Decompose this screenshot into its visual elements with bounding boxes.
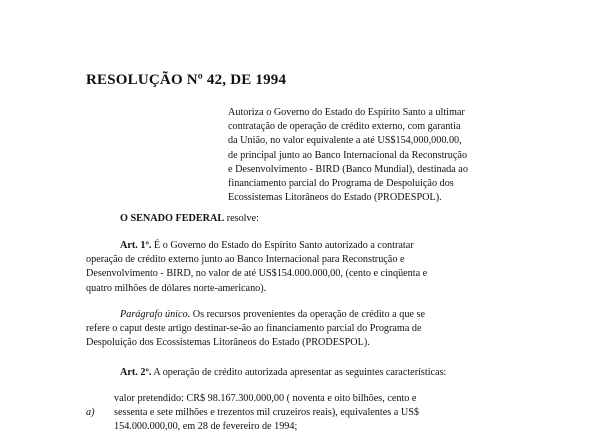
article-1-line: É o Governo do Estado do Espírito Santo autorizado a contratar [151,240,414,251]
paragrafo-line: Os recursos provenientes da operação de crédito a que se [190,309,425,320]
senado-resolve [120,212,259,226]
ementa-line: Autoriza o Governo do Estado do Espírito Santo a ultimar [228,107,465,118]
alinea-line: sessenta e sete milhões e trezentos mil cruzeiros reais), equivalentes a US$ [114,407,419,419]
senado-text: resolve: [224,213,259,224]
paragrafo-line: Despoluição dos Ecossistemas Litorâneos do Estado (PRODESPOL). [86,337,370,349]
article-2-label: Art. 2º. [120,367,152,378]
paragrafo-line: refere o caput deste artigo destinar-se-ão ao financiamento parcial do Programa de [86,323,422,335]
ementa-line: e Desenvolvimento - BIRD (Banco Mundial), destinada ao [228,163,468,175]
article-2-text: A operação de crédito autorizada apresentar as seguintes características: [151,367,447,378]
resolution-title: RESOLUÇÃO Nº 42, DE 1994 [86,72,287,88]
ementa-line: da União, no valor equivalente a até US$154,000,000.00, [228,135,462,147]
alinea-line: valor pretendido: CR$ 98.167.300.000,00 ( noventa e oito bilhões, cento e [114,393,417,404]
article-1-line: Desenvolvimento - BIRD, no valor de até US$154.000.000,00, (cento e cinqüenta e [86,268,428,280]
article-1-line: quatro milhões de dólares norte-americano). [86,282,267,294]
article-2 [120,366,446,380]
paragrafo-unico [86,308,425,351]
ementa-line: contratação de operação de crédito externo, com garantia [228,121,461,133]
ementa-block [228,106,528,205]
ementa-line: Ecossistemas Litorâneos do Estado (PRODESPOL). [228,192,442,204]
article-1 [86,239,427,296]
senado-label: O SENADO FEDERAL [120,213,225,224]
ementa-line: financiamento parcial do Programa de Despoluição dos [228,178,454,190]
alinea-a [86,392,419,435]
alinea-letter: a) [86,407,95,419]
ementa-line: de principal junto ao Banco Internacional da Reconstrução [228,149,468,161]
alinea-line: 154.000.000,00, em 28 de fevereiro de 1994; [114,421,298,433]
article-1-label: Art. 1º. [120,240,152,251]
article-1-line: operação de crédito externo junto ao Banco Internacional para Reconstrução e [86,254,405,266]
paragrafo-label: Parágrafo único. [120,309,191,320]
